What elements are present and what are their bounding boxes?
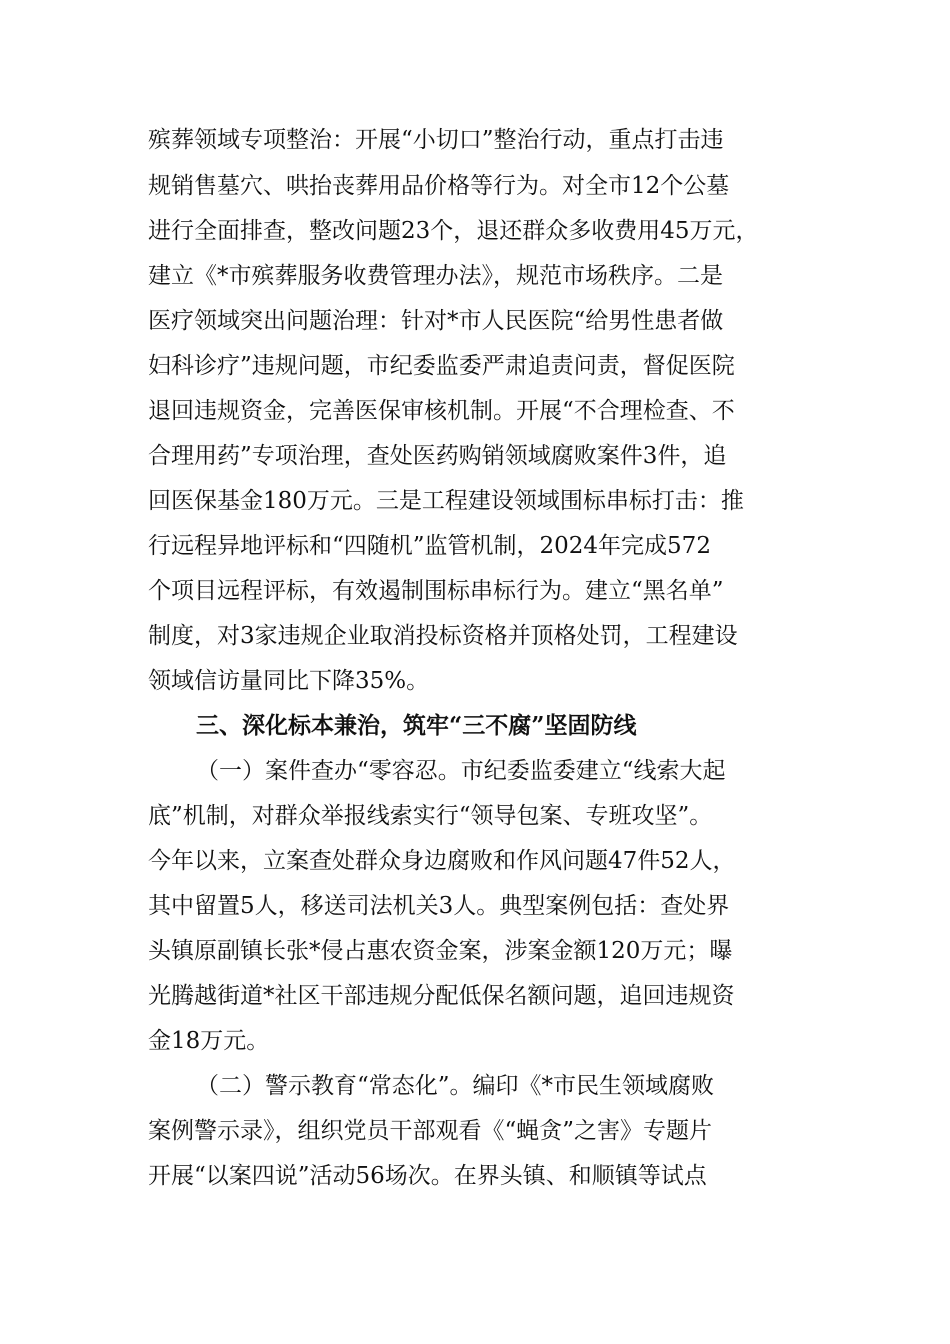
body-line: 行远程异地评标和“四随机”监管机制，2024年完成572 <box>148 533 711 559</box>
body-line: 医疗领域突出问题治理：针对*市人民医院“给男性患者做 <box>148 308 724 334</box>
body-line: 进行全面排查，整改问题23个，退还群众多收费用45万元， <box>148 218 759 244</box>
body-line: 殡葬领域专项整治：开展“小切口”整治行动，重点打击违 <box>148 127 724 153</box>
body-line: 规销售墓穴、哄抬丧葬用品价格等行为。对全市12个公墓 <box>148 173 730 199</box>
body-line: 案例警示录》，组织党员干部观看《“蝇贪”之害》专题片 <box>148 1118 713 1144</box>
body-line: 其中留置5人，移送司法机关3人。典型案例包括：查处界 <box>148 893 730 919</box>
body-line: 底”机制，对群众举报线索实行“领导包案、专班攻坚”。 <box>148 803 713 829</box>
body-line: 制度，对3家违规企业取消投标资格并顶格处罚，工程建设 <box>148 623 738 649</box>
section-heading: 三、深化标本兼治，筑牢“三不腐”坚固防线 <box>196 712 637 739</box>
body-line: 退回违规资金，完善医保审核机制。开展“不合理检查、不 <box>148 398 735 424</box>
paragraph-start-line: （一）案件查办“零容忍。市纪委监委建立“线索大起 <box>196 758 726 784</box>
body-line: 金18万元。 <box>148 1028 270 1054</box>
body-line: 开展“以案四说”活动56场次。在界头镇、和顺镇等试点 <box>148 1163 707 1189</box>
body-line: 个项目远程评标，有效遏制围标串标行为。建立“黑名单” <box>148 578 724 604</box>
body-line: 合理用药”专项治理，查处医药购销领域腐败案件3件，追 <box>148 443 727 469</box>
body-line: 头镇原副镇长张*侵占惠农资金案，涉案金额120万元；曝 <box>148 938 733 964</box>
body-line: 领域信访量同比下降35%。 <box>148 668 430 694</box>
paragraph-start-line: （二）警示教育“常态化”。编印《*市民生领域腐败 <box>196 1073 715 1099</box>
body-line: 建立《*市殡葬服务收费管理办法》，规范市场秩序。二是 <box>148 263 723 289</box>
body-line: 回医保基金180万元。三是工程建设领域围标串标打击：推 <box>148 488 744 514</box>
body-line: 今年以来，立案查处群众身边腐败和作风问题47件52人， <box>148 848 736 874</box>
body-line: 妇科诊疗”违规问题，市纪委监委严肃追责问责，督促医院 <box>148 353 735 379</box>
body-line: 光腾越街道*社区干部违规分配低保名额问题，追回违规资 <box>148 983 735 1009</box>
